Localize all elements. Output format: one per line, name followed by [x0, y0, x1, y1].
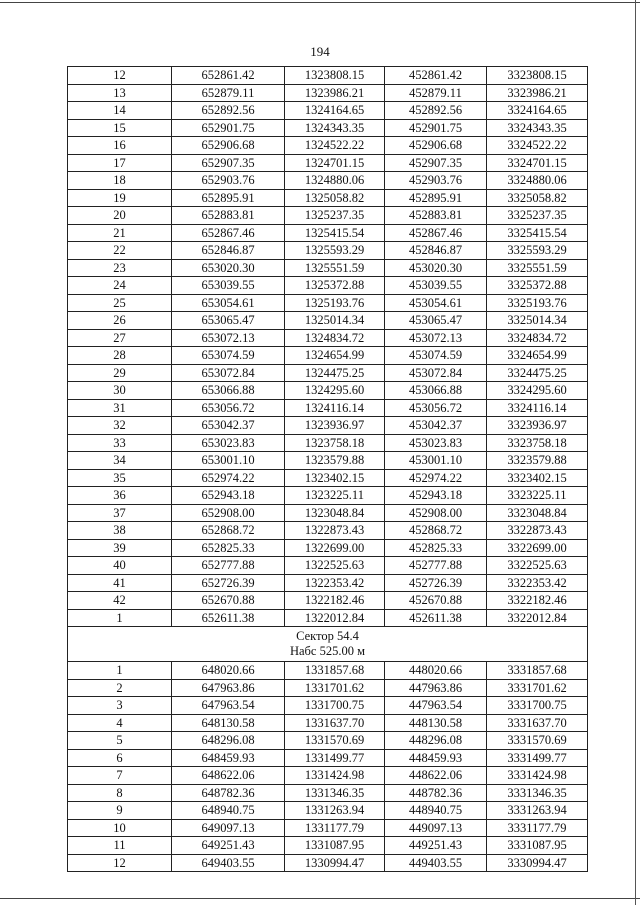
table-row: [68, 714, 588, 732]
coordinate-cell: 448940.75: [385, 802, 487, 820]
table-row: [68, 767, 588, 785]
point-number-cell: 12: [68, 854, 172, 872]
coordinate-cell: 3324475.25: [487, 364, 588, 382]
coordinate-cell: 452861.42: [385, 67, 487, 85]
coordinate-cell: 1322699.00: [285, 539, 385, 557]
coordinate-cell: 653072.13: [172, 329, 285, 347]
point-number-cell: 7: [68, 767, 172, 785]
coordinate-cell: 1331700.75: [285, 697, 385, 715]
coordinate-cell: 1323225.11: [285, 487, 385, 505]
coordinate-cell: 452726.39: [385, 574, 487, 592]
coordinate-cell: 1331263.94: [285, 802, 385, 820]
coordinate-cell: 1323048.84: [285, 504, 385, 522]
table-row: [68, 172, 588, 190]
coordinates-table: [67, 66, 588, 872]
coordinate-cell: 1325551.59: [285, 259, 385, 277]
table-row: [68, 469, 588, 487]
coordinate-cell: 449097.13: [385, 819, 487, 837]
coordinate-cell: 652879.11: [172, 84, 285, 102]
coordinate-cell: 3323048.84: [487, 504, 588, 522]
point-number-cell: 5: [68, 732, 172, 750]
coordinate-cell: 652846.87: [172, 242, 285, 260]
coordinate-cell: 3331346.35: [487, 784, 588, 802]
point-number-cell: 30: [68, 382, 172, 400]
point-number-cell: 13: [68, 84, 172, 102]
point-number-cell: 4: [68, 714, 172, 732]
coordinate-cell: 3324295.60: [487, 382, 588, 400]
coordinate-cell: 452892.56: [385, 102, 487, 120]
table-row: [68, 189, 588, 207]
coordinate-cell: 648782.36: [172, 784, 285, 802]
coordinate-cell: 1323758.18: [285, 434, 385, 452]
coordinate-cell: 652907.35: [172, 154, 285, 172]
coordinate-cell: 452883.81: [385, 207, 487, 225]
coordinate-cell: 448130.58: [385, 714, 487, 732]
coordinate-cell: 653066.88: [172, 382, 285, 400]
coordinate-cell: 652825.33: [172, 539, 285, 557]
table-body-upper: [68, 67, 588, 627]
table-row: [68, 802, 588, 820]
point-number-cell: 33: [68, 434, 172, 452]
coordinate-cell: 649097.13: [172, 819, 285, 837]
coordinate-cell: 453020.30: [385, 259, 487, 277]
coordinate-cell: 3324834.72: [487, 329, 588, 347]
coordinate-cell: 1322182.46: [285, 592, 385, 610]
coordinate-cell: 3325193.76: [487, 294, 588, 312]
point-number-cell: 38: [68, 522, 172, 540]
table-row: [68, 154, 588, 172]
coordinate-cell: 3324654.99: [487, 347, 588, 365]
scan-edge-right: [635, 0, 636, 905]
coordinate-cell: 453074.59: [385, 347, 487, 365]
coordinate-cell: 3331499.77: [487, 749, 588, 767]
coordinate-cell: 1323936.97: [285, 417, 385, 435]
coordinate-cell: 452943.18: [385, 487, 487, 505]
point-number-cell: 26: [68, 312, 172, 330]
coordinate-cell: 1323402.15: [285, 469, 385, 487]
coordinate-cell: 452879.11: [385, 84, 487, 102]
coordinate-cell: 1325014.34: [285, 312, 385, 330]
coordinate-cell: 653039.55: [172, 277, 285, 295]
coordinate-cell: 1324343.35: [285, 119, 385, 137]
table-row: [68, 504, 588, 522]
coordinate-cell: 1324654.99: [285, 347, 385, 365]
coordinate-cell: 448296.08: [385, 732, 487, 750]
coordinate-cell: 3322525.63: [487, 557, 588, 575]
coordinate-cell: 653065.47: [172, 312, 285, 330]
table-row: [68, 417, 588, 435]
point-number-cell: 39: [68, 539, 172, 557]
coordinate-cell: 1331637.70: [285, 714, 385, 732]
coordinate-cell: 1324522.22: [285, 137, 385, 155]
coordinate-cell: 652908.00: [172, 504, 285, 522]
section-title: Сектор 54.4: [296, 629, 359, 643]
coordinate-cell: 652777.88: [172, 557, 285, 575]
coordinate-cell: 3322182.46: [487, 592, 588, 610]
table-row: [68, 119, 588, 137]
section-header-row: [68, 627, 588, 662]
coordinate-cell: 652974.22: [172, 469, 285, 487]
coordinate-cell: 452907.35: [385, 154, 487, 172]
coordinate-cell: 449403.55: [385, 854, 487, 872]
coordinate-cell: 652861.42: [172, 67, 285, 85]
coordinate-cell: 1331087.95: [285, 837, 385, 855]
coordinate-cell: 3325058.82: [487, 189, 588, 207]
coordinate-cell: 652906.68: [172, 137, 285, 155]
coordinate-cell: 3331637.70: [487, 714, 588, 732]
page-number: 194: [310, 44, 330, 59]
table-row: [68, 399, 588, 417]
coordinate-cell: 652883.81: [172, 207, 285, 225]
coordinate-cell: 652901.75: [172, 119, 285, 137]
point-number-cell: 9: [68, 802, 172, 820]
point-number-cell: 19: [68, 189, 172, 207]
table-row: [68, 784, 588, 802]
coordinate-cell: 1324834.72: [285, 329, 385, 347]
table-row: [68, 329, 588, 347]
point-number-cell: 41: [68, 574, 172, 592]
coordinate-cell: 3331424.98: [487, 767, 588, 785]
coordinate-cell: 1323808.15: [285, 67, 385, 85]
table-row: [68, 697, 588, 715]
coordinate-cell: 453054.61: [385, 294, 487, 312]
table-row: [68, 732, 588, 750]
point-number-cell: 40: [68, 557, 172, 575]
point-number-cell: 14: [68, 102, 172, 120]
coordinate-cell: 652867.46: [172, 224, 285, 242]
section-subtitle: Набс 525.00 м: [289, 644, 366, 658]
coordinate-cell: 452906.68: [385, 137, 487, 155]
coordinate-cell: 1331499.77: [285, 749, 385, 767]
coordinate-cell: 652895.91: [172, 189, 285, 207]
point-number-cell: 15: [68, 119, 172, 137]
coordinate-cell: 452846.87: [385, 242, 487, 260]
coordinate-cell: 3324522.22: [487, 137, 588, 155]
coordinate-cell: 1325372.88: [285, 277, 385, 295]
coordinate-cell: 453065.47: [385, 312, 487, 330]
table-row: [68, 434, 588, 452]
point-number-cell: 17: [68, 154, 172, 172]
coordinate-cell: 652868.72: [172, 522, 285, 540]
point-number-cell: 3: [68, 697, 172, 715]
point-number-cell: 6: [68, 749, 172, 767]
coordinate-cell: 453039.55: [385, 277, 487, 295]
coordinate-cell: 648459.93: [172, 749, 285, 767]
coordinate-cell: 1325058.82: [285, 189, 385, 207]
table-row: [68, 819, 588, 837]
coordinate-cell: 452611.38: [385, 609, 487, 627]
coordinate-cell: 453072.13: [385, 329, 487, 347]
coordinate-cell: 3323579.88: [487, 452, 588, 470]
point-number-cell: 25: [68, 294, 172, 312]
coordinate-cell: 1322353.42: [285, 574, 385, 592]
table-row: [68, 67, 588, 85]
coordinate-cell: 653023.83: [172, 434, 285, 452]
point-number-cell: 12: [68, 67, 172, 85]
point-number-cell: 11: [68, 837, 172, 855]
section-header-cell: [68, 627, 588, 662]
point-number-cell: 31: [68, 399, 172, 417]
coordinate-cell: 1325237.35: [285, 207, 385, 225]
coordinate-cell: 648020.66: [172, 662, 285, 680]
coordinate-cell: 648622.06: [172, 767, 285, 785]
coordinate-cell: 3324116.14: [487, 399, 588, 417]
coordinate-cell: 448459.93: [385, 749, 487, 767]
table-body-lower: [68, 662, 588, 872]
table-row: [68, 382, 588, 400]
table-row: [68, 574, 588, 592]
coordinate-cell: 3322012.84: [487, 609, 588, 627]
coordinate-cell: 1324116.14: [285, 399, 385, 417]
coordinate-cell: 452895.91: [385, 189, 487, 207]
coordinate-cell: 1324475.25: [285, 364, 385, 382]
coordinate-cell: 447963.86: [385, 679, 487, 697]
coordinate-cell: 449251.43: [385, 837, 487, 855]
coordinate-cell: 1322873.43: [285, 522, 385, 540]
coordinate-cell: 653042.37: [172, 417, 285, 435]
coordinate-cell: 452868.72: [385, 522, 487, 540]
table-row: [68, 452, 588, 470]
coordinate-cell: 1324164.65: [285, 102, 385, 120]
coordinate-cell: 1331857.68: [285, 662, 385, 680]
coordinate-cell: 3324701.15: [487, 154, 588, 172]
table-row: [68, 609, 588, 627]
coordinate-cell: 3325014.34: [487, 312, 588, 330]
coordinate-cell: 3322873.43: [487, 522, 588, 540]
point-number-cell: 1: [68, 662, 172, 680]
coordinate-cell: 452903.76: [385, 172, 487, 190]
coordinate-cell: 448782.36: [385, 784, 487, 802]
table-row: [68, 592, 588, 610]
coordinate-cell: 3324880.06: [487, 172, 588, 190]
coordinate-cell: 3325372.88: [487, 277, 588, 295]
coordinate-cell: 447963.54: [385, 697, 487, 715]
coordinate-cell: 653074.59: [172, 347, 285, 365]
coordinate-cell: 3324164.65: [487, 102, 588, 120]
coordinate-cell: 648940.75: [172, 802, 285, 820]
coordinate-cell: 648296.08: [172, 732, 285, 750]
table-row: [68, 294, 588, 312]
coordinate-cell: 647963.86: [172, 679, 285, 697]
coordinate-cell: 1323986.21: [285, 84, 385, 102]
coordinate-cell: 1325593.29: [285, 242, 385, 260]
table-row: [68, 347, 588, 365]
coordinate-cell: 653020.30: [172, 259, 285, 277]
coordinate-cell: 3323936.97: [487, 417, 588, 435]
coordinate-cell: 3330994.47: [487, 854, 588, 872]
scan-edge-top: [0, 2, 640, 3]
coordinate-cell: 652892.56: [172, 102, 285, 120]
coordinate-cell: 1330994.47: [285, 854, 385, 872]
table-row: [68, 312, 588, 330]
table-row: [68, 487, 588, 505]
point-number-cell: 2: [68, 679, 172, 697]
point-number-cell: 28: [68, 347, 172, 365]
coordinate-cell: 3324343.35: [487, 119, 588, 137]
coordinate-cell: 1322525.63: [285, 557, 385, 575]
coordinate-cell: 649403.55: [172, 854, 285, 872]
table-row: [68, 259, 588, 277]
table-row: [68, 662, 588, 680]
coordinate-cell: 652726.39: [172, 574, 285, 592]
point-number-cell: 8: [68, 784, 172, 802]
coordinate-cell: 3331087.95: [487, 837, 588, 855]
coordinate-cell: 653072.84: [172, 364, 285, 382]
coordinate-cell: 1325415.54: [285, 224, 385, 242]
coordinate-cell: 3323808.15: [487, 67, 588, 85]
table-row: [68, 854, 588, 872]
table-row: [68, 84, 588, 102]
coordinate-cell: 453023.83: [385, 434, 487, 452]
coordinate-cell: 3331263.94: [487, 802, 588, 820]
point-number-cell: 32: [68, 417, 172, 435]
coordinate-cell: 453042.37: [385, 417, 487, 435]
coordinate-cell: 3323402.15: [487, 469, 588, 487]
coordinate-cell: 1322012.84: [285, 609, 385, 627]
table-row: [68, 277, 588, 295]
point-number-cell: 29: [68, 364, 172, 382]
coordinate-cell: 453001.10: [385, 452, 487, 470]
coordinate-cell: 653001.10: [172, 452, 285, 470]
coordinate-cell: 652611.38: [172, 609, 285, 627]
coordinate-cell: 452908.00: [385, 504, 487, 522]
coordinate-cell: 1331570.69: [285, 732, 385, 750]
table-row: [68, 557, 588, 575]
table-row: [68, 837, 588, 855]
coordinate-cell: 647963.54: [172, 697, 285, 715]
coordinate-cell: 1323579.88: [285, 452, 385, 470]
coordinate-cell: 3323986.21: [487, 84, 588, 102]
table-row: [68, 207, 588, 225]
coordinate-cell: 1331424.98: [285, 767, 385, 785]
table-row: [68, 137, 588, 155]
section-header-group: [68, 627, 588, 662]
table-row: [68, 102, 588, 120]
table-row: [68, 224, 588, 242]
coordinate-cell: 652903.76: [172, 172, 285, 190]
coordinate-cell: 653056.72: [172, 399, 285, 417]
coordinate-cell: 649251.43: [172, 837, 285, 855]
coordinate-cell: 452825.33: [385, 539, 487, 557]
coordinate-cell: 1331346.35: [285, 784, 385, 802]
coordinate-cell: 3331700.75: [487, 697, 588, 715]
coordinate-cell: 453056.72: [385, 399, 487, 417]
table-row: [68, 364, 588, 382]
coordinate-cell: 452777.88: [385, 557, 487, 575]
coordinate-cell: 1324295.60: [285, 382, 385, 400]
coordinate-cell: 3325551.59: [487, 259, 588, 277]
point-number-cell: 37: [68, 504, 172, 522]
point-number-cell: 36: [68, 487, 172, 505]
point-number-cell: 24: [68, 277, 172, 295]
coordinate-cell: 3331177.79: [487, 819, 588, 837]
table-row: [68, 749, 588, 767]
point-number-cell: 18: [68, 172, 172, 190]
coordinate-cell: 652943.18: [172, 487, 285, 505]
coordinate-cell: 3322699.00: [487, 539, 588, 557]
point-number-cell: 22: [68, 242, 172, 260]
coordinate-cell: 3325415.54: [487, 224, 588, 242]
coordinate-cell: 3325593.29: [487, 242, 588, 260]
coordinate-cell: 452901.75: [385, 119, 487, 137]
coordinate-cell: 653054.61: [172, 294, 285, 312]
coordinate-cell: 3331570.69: [487, 732, 588, 750]
coordinate-cell: 3323225.11: [487, 487, 588, 505]
point-number-cell: 21: [68, 224, 172, 242]
point-number-cell: 42: [68, 592, 172, 610]
point-number-cell: 20: [68, 207, 172, 225]
coordinate-cell: 1331177.79: [285, 819, 385, 837]
coordinate-cell: 452867.46: [385, 224, 487, 242]
coordinate-cell: 648130.58: [172, 714, 285, 732]
coordinate-cell: 3331701.62: [487, 679, 588, 697]
coordinate-cell: 1324880.06: [285, 172, 385, 190]
point-number-cell: 16: [68, 137, 172, 155]
point-number-cell: 10: [68, 819, 172, 837]
coordinate-cell: 453066.88: [385, 382, 487, 400]
table-row: [68, 679, 588, 697]
point-number-cell: 27: [68, 329, 172, 347]
coordinate-cell: 452670.88: [385, 592, 487, 610]
coordinate-cell: 448020.66: [385, 662, 487, 680]
coordinate-cell: 1324701.15: [285, 154, 385, 172]
table-row: [68, 522, 588, 540]
point-number-cell: 35: [68, 469, 172, 487]
coordinate-cell: 1331701.62: [285, 679, 385, 697]
coordinate-cell: 3325237.35: [487, 207, 588, 225]
table-row: [68, 242, 588, 260]
scan-edge-bottom: [0, 898, 640, 899]
coordinate-cell: 3331857.68: [487, 662, 588, 680]
point-number-cell: 23: [68, 259, 172, 277]
coordinate-cell: 3322353.42: [487, 574, 588, 592]
coordinate-cell: 3323758.18: [487, 434, 588, 452]
point-number-cell: 1: [68, 609, 172, 627]
coordinate-cell: 448622.06: [385, 767, 487, 785]
table-row: [68, 539, 588, 557]
coordinate-cell: 453072.84: [385, 364, 487, 382]
coordinate-cell: 452974.22: [385, 469, 487, 487]
point-number-cell: 34: [68, 452, 172, 470]
coordinate-cell: 652670.88: [172, 592, 285, 610]
coordinate-cell: 1325193.76: [285, 294, 385, 312]
